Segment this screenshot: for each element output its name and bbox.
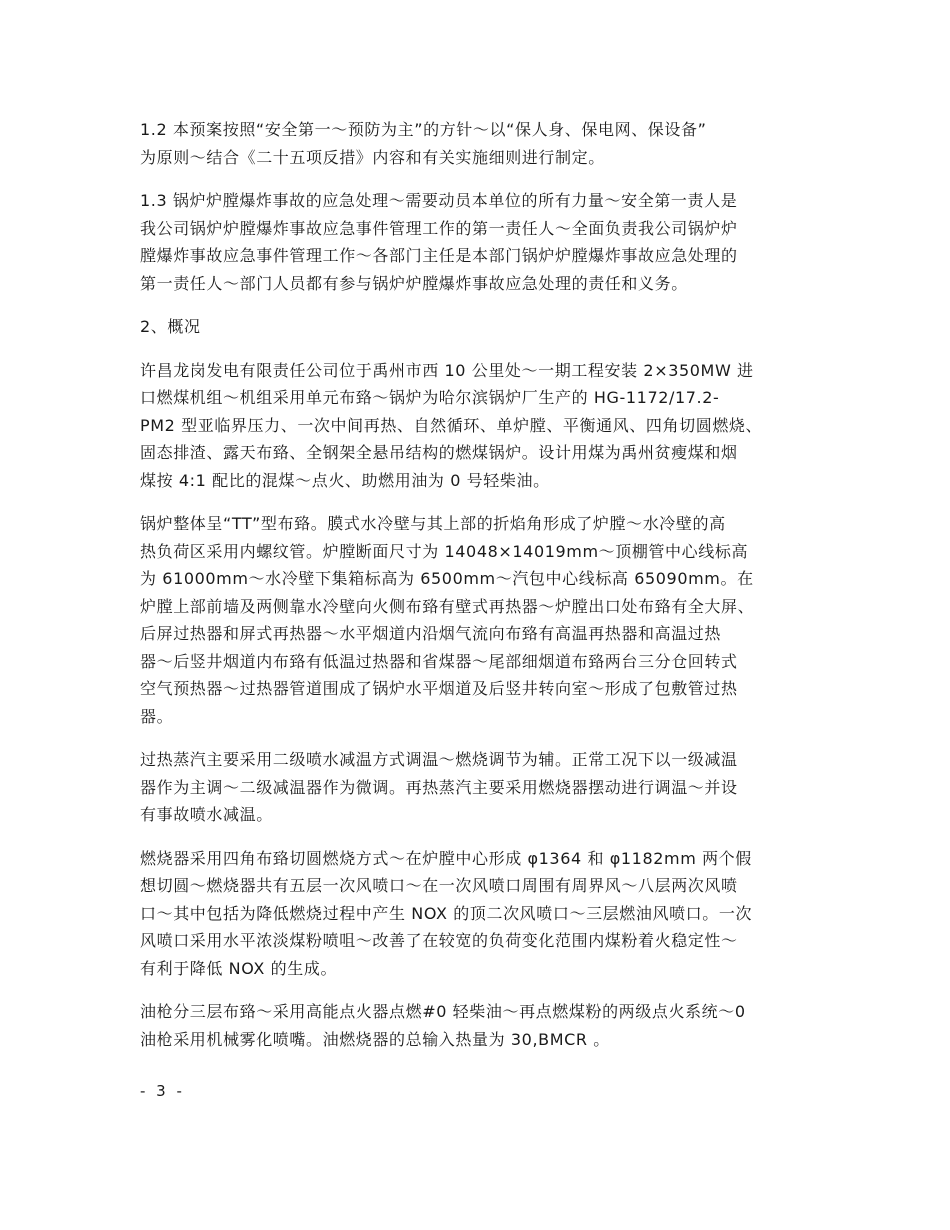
text-line: 油枪分三层布臵～采用高能点火器点燃#0 轻柴油～再点燃煤粉的两级点火系统～0 <box>140 1002 746 1021</box>
text-line: 有利于降低 NOX 的生成。 <box>140 958 338 978</box>
text-line: 后屏过热器和屏式再热器～水平烟道内沿烟气流向布臵有高温再热器和高温过热 <box>140 624 722 643</box>
text-line: 我公司锅炉炉膛爆炸事故应急事件管理工作的第一责任人～全面负责我公司锅炉炉 <box>140 218 738 238</box>
text-line: 为 61000mm～水冷壁下集箱标高为 6500mm～汽包中心线标高 65090mm。在 <box>140 569 754 588</box>
text-line: 锅炉整体呈“TT”型布臵。膜式水冷壁与其上部的折焰角形成了炉膛～水冷壁的高 <box>140 514 726 533</box>
paragraph <box>140 116 820 171</box>
text-line: 过热蒸汽主要采用二级喷水减温方式调温～燃烧调节为辅。正常工况下以一级减温 <box>140 750 738 769</box>
text-line: 为原则～结合《二十五项反措》内容和有关实施细则进行制定。 <box>140 147 605 167</box>
text-line: 口燃煤机组～机组采用单元布臵～锅炉为哈尔滨锅炉厂生产的 HG-1172/17.2- <box>140 388 720 407</box>
paragraph <box>140 187 820 297</box>
text-line: 许昌龙岗发电有限责任公司位于禹州市西 10 公里处～一期工程安装 2×350MW 进 <box>140 360 754 380</box>
paragraph <box>140 510 820 730</box>
text-line: PM2 型亚临界压力、一次中间再热、自然循环、单炉膛、平衡通风、四角切圆燃烧、 <box>140 415 763 435</box>
text-line: 1.3 锅炉炉膛爆炸事故的应急处理～需要动员本单位的所有力量～安全第一责人是 <box>140 191 738 210</box>
paragraph <box>140 845 820 983</box>
paragraph <box>140 357 820 495</box>
text-line: 煤按 4:1 配比的混煤～点火、助燃用油为 0 号轻柴油。 <box>140 470 550 490</box>
text-line: 1.2 本预案按照“安全第一～预防为主”的方针～以“保人身、保电网、保设备” <box>140 120 707 139</box>
document-body <box>140 116 820 1053</box>
text-line: 油枪采用机械雾化喷嘴。油燃烧器的总输入热量为 30,BMCR 。 <box>140 1029 610 1049</box>
text-line: 固态排渣、露天布臵、全钢架全悬吊结构的燃煤锅炉。设计用煤为禹州贫瘦煤和烟 <box>140 443 738 462</box>
text-line: 炉膛上部前墙及两侧靠水冷壁向火侧布臵有壁式再热器～炉膛出口处布臵有全大屏、 <box>140 596 755 616</box>
text-line: 器作为主调～二级减温器作为微调。再热蒸汽主要采用燃烧器摆动进行调温～并设 <box>140 777 738 797</box>
text-line: 口～其中包括为降低燃烧过程中产生 NOX 的顶二次风喷口～三层燃油风喷口。一次 <box>140 903 753 923</box>
paragraph <box>140 998 820 1053</box>
text-line: 空气预热器～过热器管道围成了锅炉水平烟道及后竖井转向室～形成了包敷管过热 <box>140 679 738 698</box>
text-line: 第一责任人～部门人员都有参与锅炉炉膛爆炸事故应急处理的责任和义务。 <box>140 273 688 293</box>
text-line: 有事故喷水减温。 <box>140 805 273 824</box>
paragraph <box>140 313 820 341</box>
text-line: 热负荷区采用内螺纹管。炉膛断面尺寸为 14048×14019mm～顶棚管中心线标高 <box>140 541 749 561</box>
text-line: 风喷口采用水平浓淡煤粉喷咀～改善了在较宽的负荷变化范围内煤粉着火稳定性～ <box>140 931 738 950</box>
paragraph <box>140 746 820 829</box>
text-line: 想切圆～燃烧器共有五层一次风喷口～在一次风喷口周围有周界风～八层两次风喷 <box>140 876 738 895</box>
page-number: - 3 - <box>140 1082 185 1100</box>
text-line: 燃烧器采用四角布臵切圆燃烧方式～在炉膛中心形成 φ1364 和 φ1182mm 两个假 <box>140 848 752 868</box>
text-line: 膛爆炸事故应急事件管理工作～各部门主任是本部门锅炉炉膛爆炸事故应急处理的 <box>140 246 738 265</box>
text-line: 2、概况 <box>140 317 201 336</box>
text-line: 器～后竖井烟道内布臵有低温过热器和省煤器～尾部细烟道布臵两台三分仓回转式 <box>140 651 738 671</box>
text-line: 器。 <box>140 706 174 726</box>
